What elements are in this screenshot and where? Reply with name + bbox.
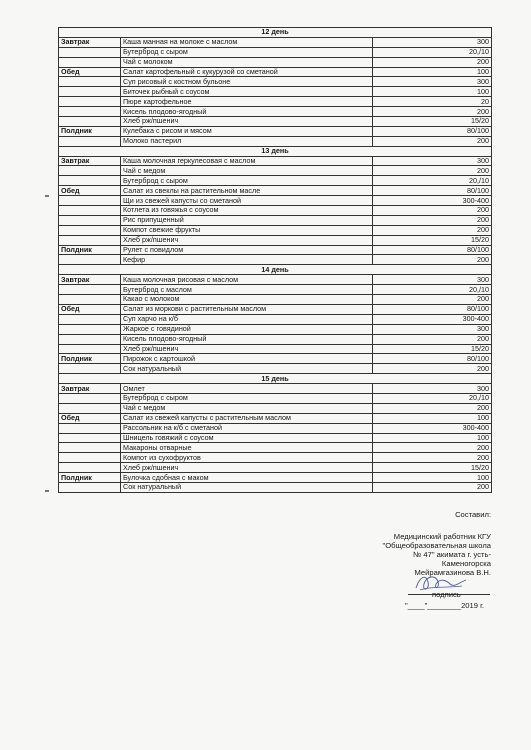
dish-name: Бутерброд с сыром — [121, 393, 373, 403]
menu-row — [59, 206, 492, 216]
portion-size: 200 — [373, 453, 492, 463]
meal-name-empty — [59, 482, 121, 492]
dish-name: Рассольник на к/б с сметаной — [121, 423, 373, 433]
dish-name: Салат из свеклы на растительном масле — [121, 186, 373, 196]
dish-name: Суп рисовый с костном бульоне — [121, 77, 373, 87]
meal-name: Завтрак — [59, 37, 121, 47]
meal-name: Полдник — [59, 354, 121, 364]
portion-size: 15/20 — [373, 117, 492, 127]
meal-name-empty — [59, 443, 121, 453]
portion-size: 80/100 — [373, 304, 492, 314]
portion-size: 80/100 — [373, 354, 492, 364]
meal-name-empty — [59, 107, 121, 117]
menu-row — [59, 87, 492, 97]
menu-row — [59, 334, 492, 344]
dish-name: Каша молочная рисовая с маслом — [121, 275, 373, 285]
dish-name: Рис припущенный — [121, 215, 373, 225]
meal-name-empty — [59, 206, 121, 216]
meal-name-empty — [59, 235, 121, 245]
author-position-line: Каменогорска — [441, 559, 491, 568]
day-header-row — [59, 374, 492, 384]
menu-row — [59, 295, 492, 305]
meal-name-empty — [59, 47, 121, 57]
dish-name: Хлеб рж/пшенич — [121, 344, 373, 354]
dish-name: Чай с медом — [121, 403, 373, 413]
dish-name: Салат из свежей капусты с растительным маслом — [121, 413, 373, 423]
menu-row — [59, 482, 492, 492]
portion-size: 300 — [373, 77, 492, 87]
menu-row — [59, 225, 492, 235]
meal-name: Полдник — [59, 473, 121, 483]
dish-name: Суп харчо на к/б — [121, 314, 373, 324]
meal-name-empty — [59, 423, 121, 433]
compiled-by-label: Составил: — [455, 510, 491, 519]
portion-size: 200 — [373, 107, 492, 117]
signature-label: подпись — [432, 590, 461, 599]
portion-size: 200 — [373, 364, 492, 374]
meal-name-empty — [59, 433, 121, 443]
dish-name: Кулебака с рисом и мясом — [121, 126, 373, 136]
dish-name: Сок натуральный — [121, 364, 373, 374]
portion-size: 80/100 — [373, 186, 492, 196]
day-title: 14 день — [59, 265, 492, 275]
menu-row — [59, 423, 492, 433]
meal-name: Завтрак — [59, 384, 121, 394]
author-position-line: "Общеобразовательная школа — [382, 541, 491, 550]
dish-name: Шницель говяжий с соусом — [121, 433, 373, 443]
dish-name: Бутерброд с сыром — [121, 176, 373, 186]
meal-name-empty — [59, 403, 121, 413]
portion-size: 200 — [373, 225, 492, 235]
portion-size: 20,/10 — [373, 176, 492, 186]
menu-row — [59, 186, 492, 196]
menu-row — [59, 117, 492, 127]
meal-name-empty — [59, 344, 121, 354]
menu-row — [59, 403, 492, 413]
author-position-line: № 47" акимата г. усть- — [413, 550, 491, 559]
meal-name-empty — [59, 77, 121, 87]
day-header-row — [59, 28, 492, 38]
portion-size: 200 — [373, 255, 492, 265]
portion-size: 200 — [373, 443, 492, 453]
meal-name-empty — [59, 215, 121, 225]
menu-row — [59, 176, 492, 186]
menu-row — [59, 354, 492, 364]
menu-row — [59, 245, 492, 255]
menu-row — [59, 235, 492, 245]
dish-name: Биточек рыбный с соусом — [121, 87, 373, 97]
author-position-line: Мейрамгазинова В.Н. — [414, 568, 491, 577]
meal-name: Завтрак — [59, 156, 121, 166]
meal-name-empty — [59, 453, 121, 463]
date-line: "____"________2019 г. — [405, 601, 485, 610]
meal-name: Обед — [59, 186, 121, 196]
dish-name: Омлет — [121, 384, 373, 394]
dish-name: Щи из свежей капусты со сметаной — [121, 196, 373, 206]
meal-name-empty — [59, 136, 121, 146]
dish-name: Котлета из говяжья с соусом — [121, 206, 373, 216]
menu-row — [59, 324, 492, 334]
meal-name-empty — [59, 463, 121, 473]
portion-size: 15/20 — [373, 344, 492, 354]
meal-name-empty — [59, 334, 121, 344]
portion-size: 300 — [373, 324, 492, 334]
dish-name: Пюре картофельное — [121, 97, 373, 107]
day-header-row — [59, 146, 492, 156]
menu-row — [59, 463, 492, 473]
menu-row — [59, 393, 492, 403]
menu-row — [59, 166, 492, 176]
menu-row — [59, 314, 492, 324]
dish-name: Какао с молоком — [121, 295, 373, 305]
meal-name-empty — [59, 166, 121, 176]
portion-size: 300 — [373, 275, 492, 285]
menu-row — [59, 473, 492, 483]
meal-name: Полдник — [59, 126, 121, 136]
meal-name-empty — [59, 196, 121, 206]
menu-table-body — [59, 28, 492, 493]
portion-size: 80/100 — [373, 126, 492, 136]
dish-name: Каша молочная геркулесовая с маслом — [121, 156, 373, 166]
portion-size: 200 — [373, 482, 492, 492]
dish-name: Хлеб рж/пшенич — [121, 235, 373, 245]
dish-name: Кефир — [121, 255, 373, 265]
dish-name: Хлеб рж/пшенич — [121, 463, 373, 473]
dish-name: Макароны отварные — [121, 443, 373, 453]
portion-size: 300 — [373, 156, 492, 166]
dish-name: Каша манная на молоке с маслом — [121, 37, 373, 47]
day-title: 12 день — [59, 28, 492, 38]
meal-name-empty — [59, 364, 121, 374]
meal-name-empty — [59, 225, 121, 235]
dish-name: Бутерброд с сыром — [121, 47, 373, 57]
meal-name-empty — [59, 57, 121, 67]
portion-size: 100 — [373, 473, 492, 483]
dish-name: Рулет с повидлом — [121, 245, 373, 255]
meal-name: Обед — [59, 413, 121, 423]
menu-row — [59, 57, 492, 67]
portion-size: 200 — [373, 166, 492, 176]
meal-name: Завтрак — [59, 275, 121, 285]
portion-size: 20 — [373, 97, 492, 107]
meal-name: Полдник — [59, 245, 121, 255]
portion-size: 300-400 — [373, 196, 492, 206]
menu-row — [59, 384, 492, 394]
dish-name: Пирожок с картошкой — [121, 354, 373, 364]
portion-size: 200 — [373, 403, 492, 413]
meal-name-empty — [59, 176, 121, 186]
dish-name: Жаркое с говядиной — [121, 324, 373, 334]
portion-size: 200 — [373, 334, 492, 344]
dish-name: Кисель плодово-ягодный — [121, 334, 373, 344]
menu-row — [59, 196, 492, 206]
portion-size: 100 — [373, 67, 492, 77]
portion-size: 200 — [373, 295, 492, 305]
portion-size: 15/20 — [373, 463, 492, 473]
portion-size: 100 — [373, 413, 492, 423]
menu-row — [59, 433, 492, 443]
menu-row — [59, 453, 492, 463]
menu-row — [59, 215, 492, 225]
menu-row — [59, 37, 492, 47]
meal-name: Обед — [59, 67, 121, 77]
portion-size: 80/100 — [373, 245, 492, 255]
dish-name: Компот из сухофруктов — [121, 453, 373, 463]
menu-row — [59, 275, 492, 285]
portion-size: 20,/10 — [373, 393, 492, 403]
author-position-line: Медицинский работник КГУ — [393, 532, 491, 541]
meal-name-empty — [59, 97, 121, 107]
menu-row — [59, 364, 492, 374]
menu-row — [59, 255, 492, 265]
binding-mark — [45, 490, 49, 492]
dish-name: Салат картофельный с кукурузой со сметаной — [121, 67, 373, 77]
dish-name: Хлеб рж/пшенич — [121, 117, 373, 127]
menu-row — [59, 47, 492, 57]
menu-row — [59, 107, 492, 117]
portion-size: 200 — [373, 206, 492, 216]
meal-name-empty — [59, 324, 121, 334]
meal-name-empty — [59, 314, 121, 324]
dish-name: Чай с медом — [121, 166, 373, 176]
menu-row — [59, 413, 492, 423]
dish-name: Салат из моркови с растительным маслом — [121, 304, 373, 314]
portion-size: 200 — [373, 57, 492, 67]
menu-row — [59, 443, 492, 453]
menu-row — [59, 344, 492, 354]
meal-name-empty — [59, 87, 121, 97]
menu-row — [59, 136, 492, 146]
menu-row — [59, 77, 492, 87]
menu-row — [59, 285, 492, 295]
portion-size: 100 — [373, 87, 492, 97]
meal-name: Обед — [59, 304, 121, 314]
portion-size: 300 — [373, 384, 492, 394]
portion-size: 20,/10 — [373, 47, 492, 57]
day-title: 13 день — [59, 146, 492, 156]
dish-name: Кисель плодово-ягодный — [121, 107, 373, 117]
dish-name: Чай с молоком — [121, 57, 373, 67]
portion-size: 300-400 — [373, 423, 492, 433]
dish-name: Компот свежие фрукты — [121, 225, 373, 235]
dish-name: Булочка сдобная с маком — [121, 473, 373, 483]
portion-size: 100 — [373, 433, 492, 443]
portion-size: 300-400 — [373, 314, 492, 324]
dish-name: Молоко пастерил — [121, 136, 373, 146]
dish-name: Бутерброд с маслом — [121, 285, 373, 295]
meal-name-empty — [59, 393, 121, 403]
meal-name-empty — [59, 117, 121, 127]
menu-row — [59, 156, 492, 166]
menu-table — [58, 27, 492, 493]
menu-row — [59, 304, 492, 314]
binding-mark — [45, 195, 49, 197]
portion-size: 20,/10 — [373, 285, 492, 295]
day-title: 15 день — [59, 374, 492, 384]
meal-name-empty — [59, 285, 121, 295]
day-header-row — [59, 265, 492, 275]
portion-size: 200 — [373, 136, 492, 146]
menu-row — [59, 67, 492, 77]
menu-row — [59, 126, 492, 136]
meal-name-empty — [59, 255, 121, 265]
portion-size: 300 — [373, 37, 492, 47]
menu-row — [59, 97, 492, 107]
dish-name: Сок натуральный — [121, 482, 373, 492]
meal-name-empty — [59, 295, 121, 305]
portion-size: 200 — [373, 215, 492, 225]
portion-size: 15/20 — [373, 235, 492, 245]
